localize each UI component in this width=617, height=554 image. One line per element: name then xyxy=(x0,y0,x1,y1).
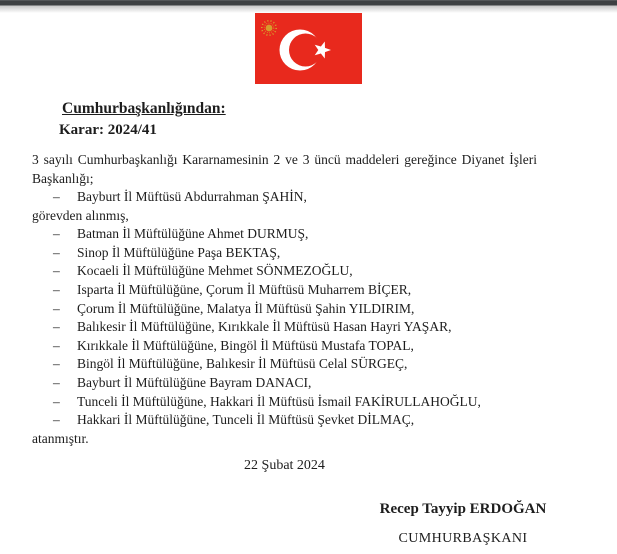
decision-number: Karar: 2024/41 xyxy=(59,122,157,138)
list-item xyxy=(32,188,617,207)
list-item-text: Batman İl Müftülüğüne Ahmet DURMUŞ, xyxy=(77,226,309,242)
list-item xyxy=(32,411,617,430)
body-text-line: atanmıştır. xyxy=(32,430,89,446)
list-item xyxy=(32,393,617,412)
signature-block xyxy=(358,500,568,548)
list-dash: – xyxy=(53,412,60,428)
list-item-text: Sinop İl Müftülüğüne Paşa BEKTAŞ, xyxy=(77,244,281,260)
list-item-text: Isparta İl Müftülüğüne, Çorum İl Müftüsü Muharrem BİÇER, xyxy=(77,281,412,297)
list-item-text: Kırıkkale İl Müftülüğüne, Bingöl İl Müftüsü Mustafa TOPAL, xyxy=(77,337,414,353)
list-item xyxy=(32,374,617,393)
list-dash: – xyxy=(53,226,60,242)
list-dash: – xyxy=(53,281,60,297)
signature-title: CUMHURBAŞKANI xyxy=(398,531,528,547)
list-item xyxy=(32,244,617,263)
signature-name: Recep Tayyip ERDOĞAN xyxy=(379,501,547,518)
list-item-text: Çorum İl Müftülüğüne, Malatya İl Müftüsü Şahin YILDIRIM, xyxy=(77,300,415,316)
intro-paragraph xyxy=(32,150,537,188)
intro-line: 3 sayılı Cumhurbaşkanlığı Kararnamesinin 2 ve 3 üncü maddeleri gereğince Diyanet İşleri xyxy=(32,152,537,167)
decree-date: 22 Şubat 2024 xyxy=(244,458,325,474)
list-item xyxy=(32,300,617,319)
list-item-text: Kocaeli İl Müftülüğüne Mehmet SÖNMEZOĞLU, xyxy=(77,263,353,279)
list-item-text: Tunceli İl Müftülüğüne, Hakkari İl Müftüsü İsmail FAKİRULLAHOĞLU, xyxy=(77,393,481,409)
list-dash: – xyxy=(53,319,60,335)
list-dash: – xyxy=(53,337,60,353)
list-item xyxy=(32,337,617,356)
body-text-line: görevden alınmış, xyxy=(32,207,129,223)
list-item-text: Bingöl İl Müftülüğüne, Balıkesir İl Müftüsü Celal SÜRGEÇ, xyxy=(77,356,408,372)
page-title: Cumhurbaşkanlığından: xyxy=(62,100,226,117)
list-dash: – xyxy=(53,356,60,372)
list-item-text: Hakkari İl Müftülüğüne, Tunceli İl Müftüsü Şevket DİLMAÇ, xyxy=(77,412,415,428)
turkish-flag-icon xyxy=(255,13,362,84)
list-dash: – xyxy=(53,263,60,279)
intro-line: Başkanlığı; xyxy=(32,171,94,186)
list-dash: – xyxy=(53,374,60,390)
list-dash: – xyxy=(53,244,60,260)
list-item xyxy=(32,318,617,337)
list-item xyxy=(32,355,617,374)
list-item-text: Bayburt İl Müftülüğüne Bayram DANACI, xyxy=(77,374,312,390)
list-dash: – xyxy=(53,300,60,316)
turkish-flag-icon xyxy=(255,13,362,84)
list-item xyxy=(32,262,617,281)
list-item xyxy=(32,281,617,300)
decree-body xyxy=(0,99,617,475)
list-dash: – xyxy=(53,393,60,409)
list-item xyxy=(32,225,617,244)
list-item-text: Bayburt İl Müftüsü Abdurrahman ŞAHİN, xyxy=(77,189,307,204)
list-dash: – xyxy=(53,189,60,204)
list-item-text: Balıkesir İl Müftülüğüne, Kırıkkale İl Müftüsü Hasan Hayri YAŞAR, xyxy=(77,319,452,335)
window-top-bar xyxy=(0,0,617,13)
